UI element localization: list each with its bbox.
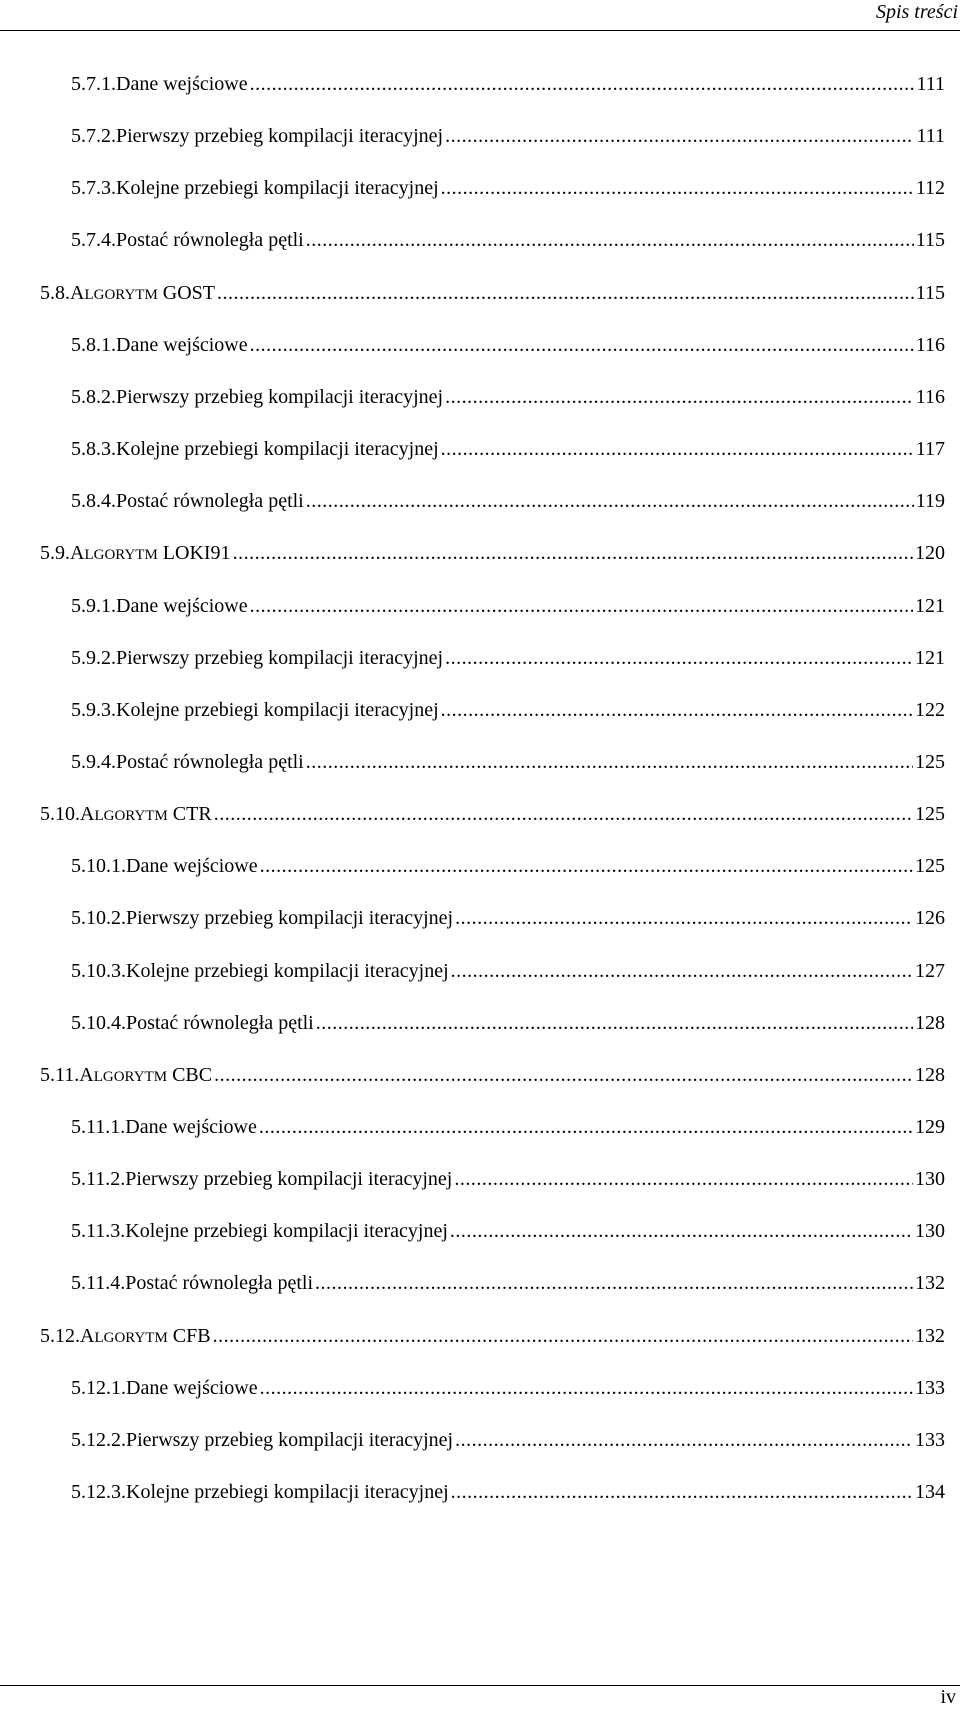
- footer-rule: [0, 1685, 960, 1686]
- dot-leader: [259, 1107, 913, 1147]
- toc-subsection-entry[interactable]: [71, 429, 945, 469]
- toc-entry-title: [79, 1055, 212, 1097]
- toc-entry-title: [70, 533, 231, 575]
- toc-entry-title: Pierwszy przebieg kompilacji iteracyjnej: [116, 385, 444, 408]
- toc-entry-title: Kolejne przebiegi kompilacji iteracyjnej: [126, 959, 449, 982]
- title-initial: A: [80, 803, 95, 826]
- dot-leader: [445, 116, 914, 156]
- toc-entry-number: 5.9.1.: [71, 594, 116, 617]
- toc-entry-page: 133: [915, 1428, 945, 1451]
- toc-entry-number: 5.9.2.: [71, 646, 116, 669]
- toc-entry-page: 116: [915, 333, 945, 356]
- toc-entry-title: Pierwszy przebieg kompilacji iteracyjnej: [116, 646, 444, 669]
- title-initial: A: [70, 542, 85, 565]
- toc-entry-title: Pierwszy przebieg kompilacji iteracyjnej: [126, 1428, 454, 1451]
- toc-subsection-entry[interactable]: [71, 168, 945, 208]
- dot-leader: [451, 1472, 913, 1512]
- title-rest: CTR: [167, 803, 212, 826]
- dot-leader: [214, 1055, 913, 1095]
- dot-leader: [316, 1003, 913, 1043]
- toc-entry-page: 126: [915, 907, 945, 930]
- toc-entry-number: 5.12.3.: [71, 1481, 126, 1504]
- toc-entry-number: 5.7.4.: [71, 229, 116, 252]
- dot-leader: [455, 898, 913, 938]
- toc-entry-number: 5.11.4.: [71, 1272, 126, 1295]
- toc-subsection-entry[interactable]: [71, 325, 945, 365]
- toc-entry-page: 112: [915, 177, 945, 200]
- toc-section-entry[interactable]: [40, 1055, 945, 1095]
- dot-leader: [214, 794, 913, 834]
- toc-entry-number: 5.12.1.: [71, 1376, 126, 1399]
- dot-leader: [441, 168, 914, 208]
- toc-entry-page: 132: [915, 1272, 945, 1295]
- toc-subsection-entry[interactable]: [71, 220, 945, 260]
- toc-subsection-entry[interactable]: [71, 1263, 945, 1303]
- toc-entry-title: [70, 273, 215, 315]
- dot-leader: [455, 1420, 913, 1460]
- toc-entry-title: Postać równoległa pętli: [116, 490, 304, 513]
- toc-entry-title: Kolejne przebiegi kompilacji iteracyjnej: [116, 177, 439, 200]
- toc-subsection-entry[interactable]: [71, 1420, 945, 1460]
- dot-leader: [306, 220, 914, 260]
- toc-entry-page: 120: [915, 542, 945, 565]
- toc-entry-number: 5.10.4.: [71, 1011, 126, 1034]
- toc-entry-page: 119: [915, 490, 945, 513]
- toc-entry-title: Dane wejściowe: [126, 855, 258, 878]
- toc-subsection-entry[interactable]: [71, 377, 945, 417]
- dot-leader: [233, 533, 913, 573]
- toc-entry-page: 128: [915, 1063, 945, 1086]
- toc-entry-number: 5.9.4.: [71, 750, 116, 773]
- toc-entry-title: Kolejne przebiegi kompilacji iteracyjnej: [126, 1481, 449, 1504]
- dot-leader: [451, 951, 913, 991]
- toc-entry-page: 115: [915, 281, 945, 304]
- toc-entry-title: Dane wejściowe: [126, 1376, 258, 1399]
- toc-entry-title: Postać równoległa pętli: [126, 1011, 314, 1034]
- dot-leader: [217, 273, 914, 313]
- toc-entry-title: Dane wejściowe: [125, 1116, 257, 1138]
- toc-entry-title: Postać równoległa pętli: [125, 1272, 313, 1295]
- toc-entry-page: 121: [915, 646, 945, 669]
- toc-entry-title: Pierwszy przebieg kompilacji iteracyjnej: [116, 125, 444, 148]
- dot-leader: [260, 1368, 913, 1408]
- title-rest: CBC: [167, 1063, 213, 1086]
- toc-entry-number: 5.8.1.: [71, 333, 116, 356]
- toc-entry-page: 130: [915, 1168, 945, 1191]
- toc-section-entry[interactable]: [40, 533, 945, 573]
- toc-entry-title: Dane wejściowe: [116, 333, 248, 356]
- toc-entry-page: 115: [915, 229, 945, 252]
- toc-entry-page: 128: [915, 1011, 945, 1034]
- toc-subsection-entry[interactable]: [71, 1368, 945, 1408]
- dot-leader: [306, 742, 913, 782]
- running-header: [0, 0, 960, 30]
- toc-entry-page: 133: [915, 1376, 945, 1399]
- toc-entry-title: Pierwszy przebieg kompilacji iteracyjnej: [125, 1168, 453, 1191]
- toc-subsection-entry[interactable]: [71, 64, 945, 104]
- toc-entry-number: 5.11.3.: [71, 1220, 126, 1243]
- toc-entry-number: 5.12.: [40, 1324, 80, 1347]
- dot-leader: [454, 1159, 913, 1199]
- toc-entry-page: 111: [916, 125, 945, 148]
- dot-leader: [445, 377, 914, 417]
- toc-entry-page: 129: [915, 1116, 945, 1138]
- toc-subsection-entry[interactable]: [71, 1159, 945, 1199]
- toc-subsection-entry[interactable]: [71, 742, 945, 782]
- dot-leader: [250, 325, 914, 365]
- toc-entry-number: 5.9.: [40, 542, 70, 565]
- title-initial: A: [70, 281, 85, 304]
- toc-section-entry[interactable]: [40, 794, 945, 834]
- toc-entry-title: Postać równoległa pętli: [116, 750, 304, 773]
- toc-subsection-entry[interactable]: [71, 1472, 945, 1512]
- dot-leader: [260, 846, 913, 886]
- toc-entry-title: Kolejne przebiegi kompilacji iteracyjnej: [116, 438, 439, 461]
- toc-entry-number: 5.11.1.: [71, 1116, 126, 1138]
- toc-entry-number: 5.10.: [40, 803, 80, 826]
- toc-subsection-entry[interactable]: [71, 481, 945, 521]
- toc-entry-title: Pierwszy przebieg kompilacji iteracyjnej: [126, 907, 454, 930]
- toc-entry-page: 127: [915, 959, 945, 982]
- toc-entry-title: [80, 794, 212, 836]
- header-rule: [0, 30, 960, 31]
- toc-entry-title: Dane wejściowe: [116, 594, 248, 617]
- toc-subsection-entry[interactable]: [71, 846, 945, 886]
- title-initial: A: [80, 1324, 95, 1347]
- toc-subsection-entry[interactable]: [71, 951, 945, 991]
- dot-leader: [445, 638, 913, 678]
- toc-entry-page: 116: [915, 385, 945, 408]
- dot-leader: [306, 481, 914, 521]
- title-small-caps: LGORYTM: [93, 1068, 168, 1085]
- title-initial: A: [79, 1063, 94, 1086]
- toc-entry-title: Postać równoległa pętli: [116, 229, 304, 252]
- header-title: Spis treści: [875, 1, 958, 23]
- toc-subsection-entry[interactable]: [71, 638, 945, 678]
- toc-section-entry[interactable]: [40, 273, 945, 313]
- toc-subsection-entry[interactable]: [71, 690, 945, 730]
- dot-leader: [450, 1211, 913, 1251]
- toc-subsection-entry[interactable]: [71, 1211, 945, 1251]
- dot-leader: [250, 64, 915, 104]
- toc-entry-number: 5.7.3.: [71, 177, 116, 200]
- toc-entry-number: 5.10.3.: [71, 959, 126, 982]
- dot-leader: [213, 1316, 913, 1356]
- toc-entry-number: 5.8.4.: [71, 490, 116, 513]
- toc-subsection-entry[interactable]: [71, 586, 945, 626]
- toc-entry-number: 5.8.: [40, 281, 70, 304]
- toc-entry-number: 5.7.1.: [71, 73, 116, 95]
- toc-subsection-entry[interactable]: [71, 1003, 945, 1043]
- title-small-caps: LGORYTM: [94, 1329, 168, 1346]
- toc-entry-number: 5.8.2.: [71, 385, 116, 408]
- toc-entry-page: 134: [915, 1481, 945, 1504]
- toc-entry-number: 5.8.3.: [71, 438, 116, 461]
- toc-entry-number: 5.9.3.: [71, 698, 116, 721]
- toc-entry-page: 125: [915, 855, 945, 878]
- title-small-caps: LGORYTM: [84, 547, 158, 564]
- toc-subsection-entry[interactable]: [71, 1107, 945, 1147]
- toc-entry-number: 5.11.2.: [71, 1168, 126, 1191]
- dot-leader: [315, 1263, 913, 1303]
- toc-entry-page: 132: [915, 1324, 945, 1347]
- title-rest: GOST: [157, 281, 216, 304]
- toc-entry-page: 125: [915, 750, 945, 773]
- toc-subsection-entry[interactable]: [71, 898, 945, 938]
- title-rest: CFB: [167, 1324, 211, 1347]
- toc-entry-page: 121: [915, 594, 945, 617]
- title-small-caps: LGORYTM: [94, 808, 168, 825]
- toc-entry-page: 117: [915, 438, 945, 461]
- toc-entry-title: Kolejne przebiegi kompilacji iteracyjnej: [116, 698, 439, 721]
- toc-entry-number: 5.10.2.: [71, 907, 126, 930]
- toc-entry-title: [80, 1316, 211, 1358]
- dot-leader: [441, 429, 914, 469]
- toc-entry-page: 122: [915, 698, 945, 721]
- page-number: iv: [940, 1686, 956, 1708]
- toc-entry-page: 125: [915, 803, 945, 826]
- dot-leader: [441, 690, 913, 730]
- toc-entry-page: 111: [916, 73, 945, 95]
- dot-leader: [250, 586, 913, 626]
- toc-entry-number: 5.10.1.: [71, 855, 126, 878]
- title-rest: LOKI91: [157, 542, 231, 565]
- toc-entry-page: 130: [915, 1220, 945, 1243]
- toc-entry-title: Dane wejściowe: [116, 73, 248, 95]
- toc-entry-number: 5.7.2.: [71, 125, 116, 148]
- title-small-caps: LGORYTM: [84, 286, 158, 303]
- toc-entry-number: 5.11.: [40, 1063, 80, 1086]
- toc-section-entry[interactable]: [40, 1316, 945, 1356]
- toc-entry-title: Kolejne przebiegi kompilacji iteracyjnej: [125, 1220, 448, 1243]
- toc-subsection-entry[interactable]: [71, 116, 945, 156]
- toc-entry-number: 5.12.2.: [71, 1428, 126, 1451]
